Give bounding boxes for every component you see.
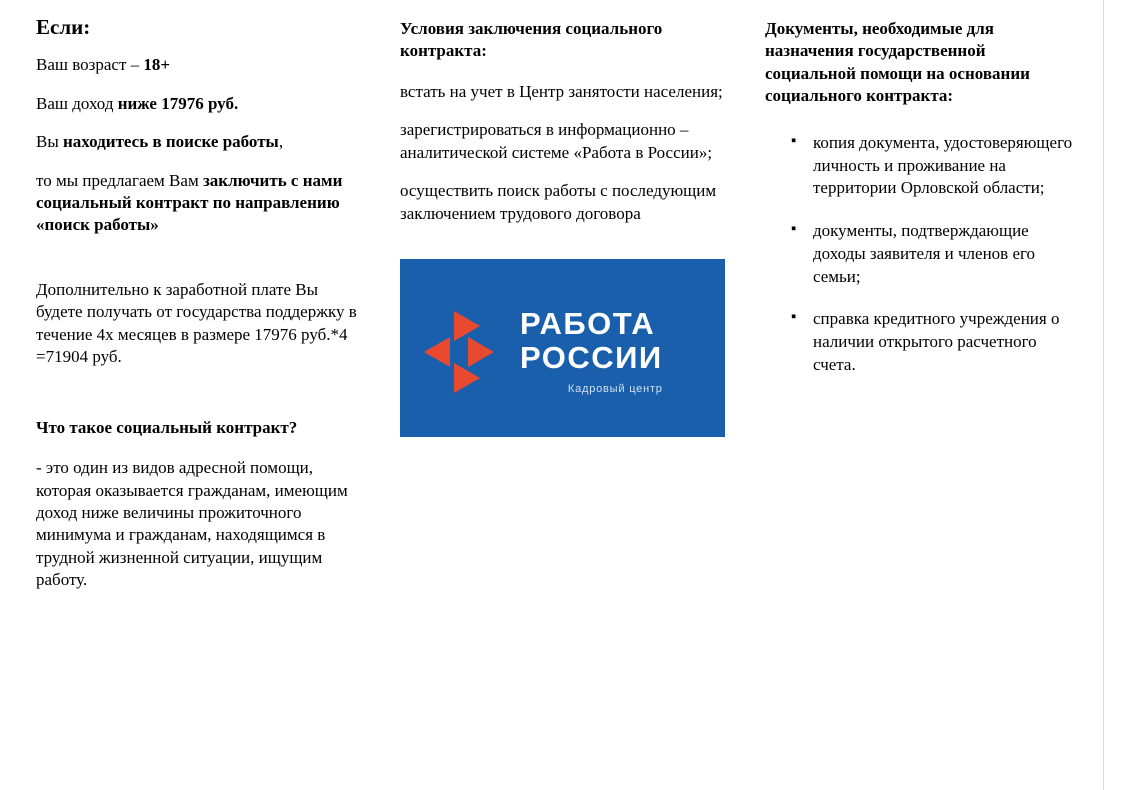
term-item: осуществить поиск работы с последующим заключением трудового договора — [400, 181, 717, 223]
terms-heading: Условия заключения социального контракта: — [400, 19, 663, 61]
logo-line-1: РАБОТА — [520, 306, 656, 342]
logo-inner — [424, 307, 704, 403]
documents-list — [765, 132, 1077, 377]
list-item: ▪ копия документа, удостоверяющего личность и проживание на территории Орловской области; — [765, 132, 1077, 200]
support-amount-text: Дополнительно к заработной плате Вы будете получать от государства поддержку в течение 4х месяцев в размере 17976 руб.*4 =71904 руб. — [36, 279, 357, 367]
logo-wordmark — [520, 307, 663, 395]
offer-highlight: заключить с нами социальный контракт по направлению «поиск работы» — [36, 170, 343, 235]
condition-income — [36, 93, 366, 115]
condition-age — [36, 54, 366, 76]
column-terms — [400, 0, 730, 437]
triangle-bottom-icon — [454, 363, 480, 393]
offer-statement — [36, 170, 366, 237]
social-contract-question: Что такое социальный контракт? — [36, 417, 298, 437]
page-title: Если: — [36, 15, 91, 39]
documents-heading: Документы, необходимые для назначения государственной социальной помощи на основании социального контракта: — [765, 19, 1030, 106]
logo-line-2: РОССИИ — [520, 340, 663, 376]
social-contract-answer: - это один из видов адресной помощи, которая оказывается гражданам, имеющим доход ниже величины прожиточного минимума и гражданам, находящимся в трудной жизненной ситуации, ищущим работу. — [36, 458, 348, 590]
condition-jobsearch — [36, 131, 366, 153]
page-right-margin — [1103, 0, 1122, 790]
term-item: зарегистрироваться в информационно – аналитической системе «Работа в России»; — [400, 120, 713, 162]
spacer — [36, 253, 366, 279]
list-item: ▪ документы, подтверждающие доходы заявителя и членов его семьи; — [765, 220, 1077, 288]
column-documents — [765, 0, 1077, 397]
logo-subtitle: Кадровый центр — [567, 383, 663, 396]
condition-income-value: ниже 17976 руб. — [117, 93, 239, 113]
condition-jobsearch-prefix: Вы — [36, 132, 64, 152]
column-conditions — [36, 0, 366, 608]
offer-prefix: то мы предлагаем Вам — [36, 170, 203, 190]
rabota-rossii-logo — [400, 259, 725, 437]
term-item: встать на учет в Центр занятости населения; — [400, 81, 723, 101]
arrows-mark-icon — [424, 311, 500, 391]
condition-jobsearch-value: находитесь в поиске работы — [63, 132, 279, 152]
triangle-left-icon — [424, 337, 450, 367]
spacer — [36, 385, 366, 403]
condition-age-value: 18+ — [143, 55, 171, 75]
condition-jobsearch-suffix: , — [278, 132, 284, 152]
list-item: ▪ справка кредитного учреждения о наличии открытого расчетного счета. — [765, 308, 1077, 376]
condition-income-label: Ваш доход — [36, 93, 118, 113]
condition-age-label: Ваш возраст – — [36, 55, 144, 75]
